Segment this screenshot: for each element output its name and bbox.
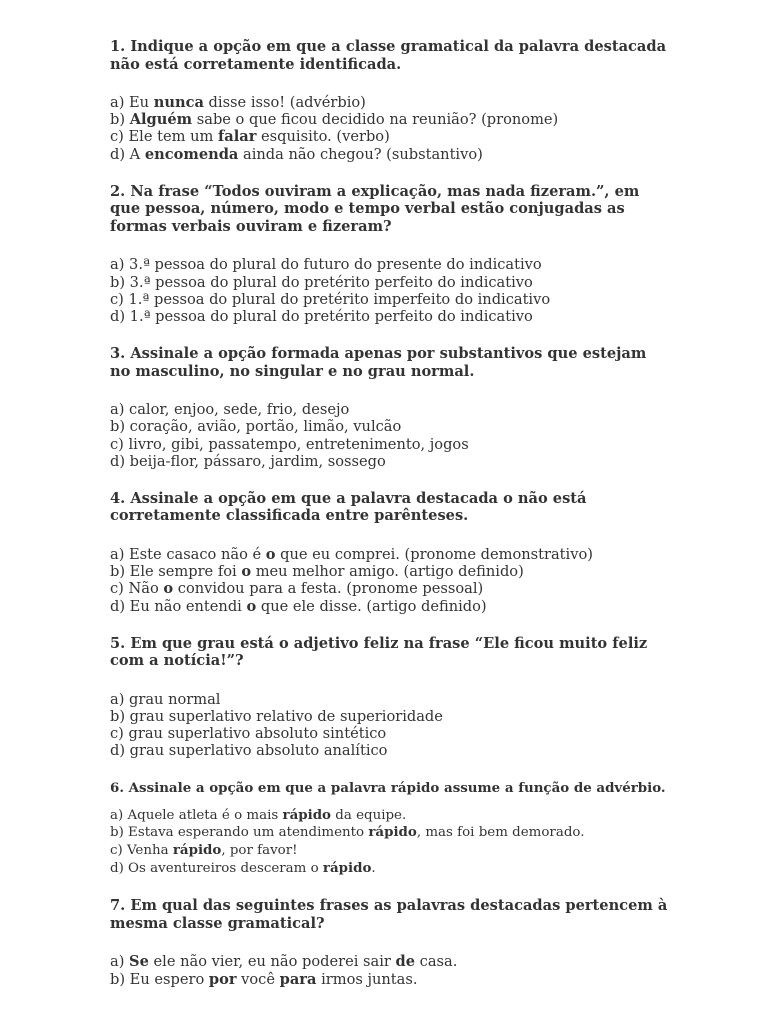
options-list (110, 256, 670, 325)
option-a: a) grau normal (110, 690, 221, 708)
option-b: b) Alguém sabe o que ficou decidido na reunião? (pronome) (110, 111, 559, 129)
question-7 (110, 897, 670, 987)
option-c: c) 1.ª pessoa do plural do pretérito imperfeito do indicativo (110, 290, 551, 308)
question-title: 1. Indique a opção em que a classe gramatical da palavra destacada não está corretamente identificada. (110, 38, 667, 73)
option-b: b) grau superlativo relativo de superioridade (110, 707, 443, 725)
question-title: 7. Em qual das seguintes frases as palavras destacadas pertencem à mesma classe gramatical? (110, 897, 668, 932)
option-b: b) Ele sempre foi o meu melhor amigo. (artigo definido) (110, 563, 524, 581)
option-c: c) livro, gibi, passatempo, entretenimento, jogos (110, 435, 469, 453)
option-d: d) beija-flor, pássaro, jardim, sossego (110, 452, 386, 470)
option-d: d) 1.ª pessoa do plural do pretérito perfeito do indicativo (110, 307, 533, 325)
option-a: a) Eu nunca disse isso! (advérbio) (110, 94, 366, 111)
option-d: d) A encomenda ainda não chegou? (substantivo) (110, 145, 483, 163)
question-title: 4. Assinale a opção em que a palavra destacada o não está corretamente classificada entre parênteses. (110, 489, 587, 525)
option-a: a) Se ele não vier, eu não poderei sair de casa. (110, 953, 458, 971)
question-title: 3. Assinale a opção formada apenas por substantivos que estejam no masculino, no singular e no grau normal. (110, 345, 647, 380)
options-list (110, 953, 670, 987)
document-page (110, 38, 670, 1008)
option-a: a) Este casaco não é o que eu comprei. (pronome demonstrativo) (110, 545, 593, 563)
option-d: d) Os aventureiros desceram o rápido. (110, 859, 376, 876)
question-1 (110, 38, 670, 163)
options-list (110, 401, 670, 470)
option-b: b) 3.ª pessoa do plural do pretérito perfeito do indicativo (110, 273, 533, 291)
options-list (110, 94, 670, 163)
option-b: b) Eu espero por você para irmos juntas. (110, 970, 418, 988)
question-2 (110, 183, 670, 325)
option-a: a) 3.ª pessoa do plural do futuro do presente do indicativo (110, 256, 542, 274)
options-list (110, 691, 670, 760)
option-b: b) Estava esperando um atendimento rápido, mas foi bem demorado. (110, 824, 585, 841)
option-a: a) Aquele atleta é o mais rápido da equipe. (110, 806, 407, 823)
question-4 (110, 490, 670, 615)
option-c: c) Não o convidou para a festa. (pronome pessoal) (110, 580, 484, 598)
question-5 (110, 635, 670, 760)
option-c: c) grau superlativo absoluto sintético (110, 725, 387, 743)
question-title: 6. Assinale a opção em que a palavra rápido assume a função de advérbio. (110, 779, 666, 796)
question-title: 2. Na frase “Todos ouviram a explicação, mas nada fizeram.”, em que pessoa, número, modo e tempo verbal estão conjugadas as formas verbais ouviram e fizeram? (110, 182, 640, 235)
options-list (110, 546, 670, 615)
option-d: d) Eu não entendi o que ele disse. (artigo definido) (110, 597, 487, 615)
option-c: c) Venha rápido, por favor! (110, 841, 298, 858)
question-title: 5. Em que grau está o adjetivo feliz na frase “Ele ficou muito feliz com a notícia!”? (110, 634, 648, 670)
option-c: c) Ele tem um falar esquisito. (verbo) (110, 128, 390, 146)
option-a: a) calor, enjoo, sede, frio, desejo (110, 401, 350, 419)
option-b: b) coração, avião, portão, limão, vulcão (110, 418, 402, 436)
question-6 (110, 780, 670, 878)
question-3 (110, 345, 670, 470)
option-d: d) grau superlativo absoluto analítico (110, 742, 388, 760)
options-list (110, 807, 670, 878)
